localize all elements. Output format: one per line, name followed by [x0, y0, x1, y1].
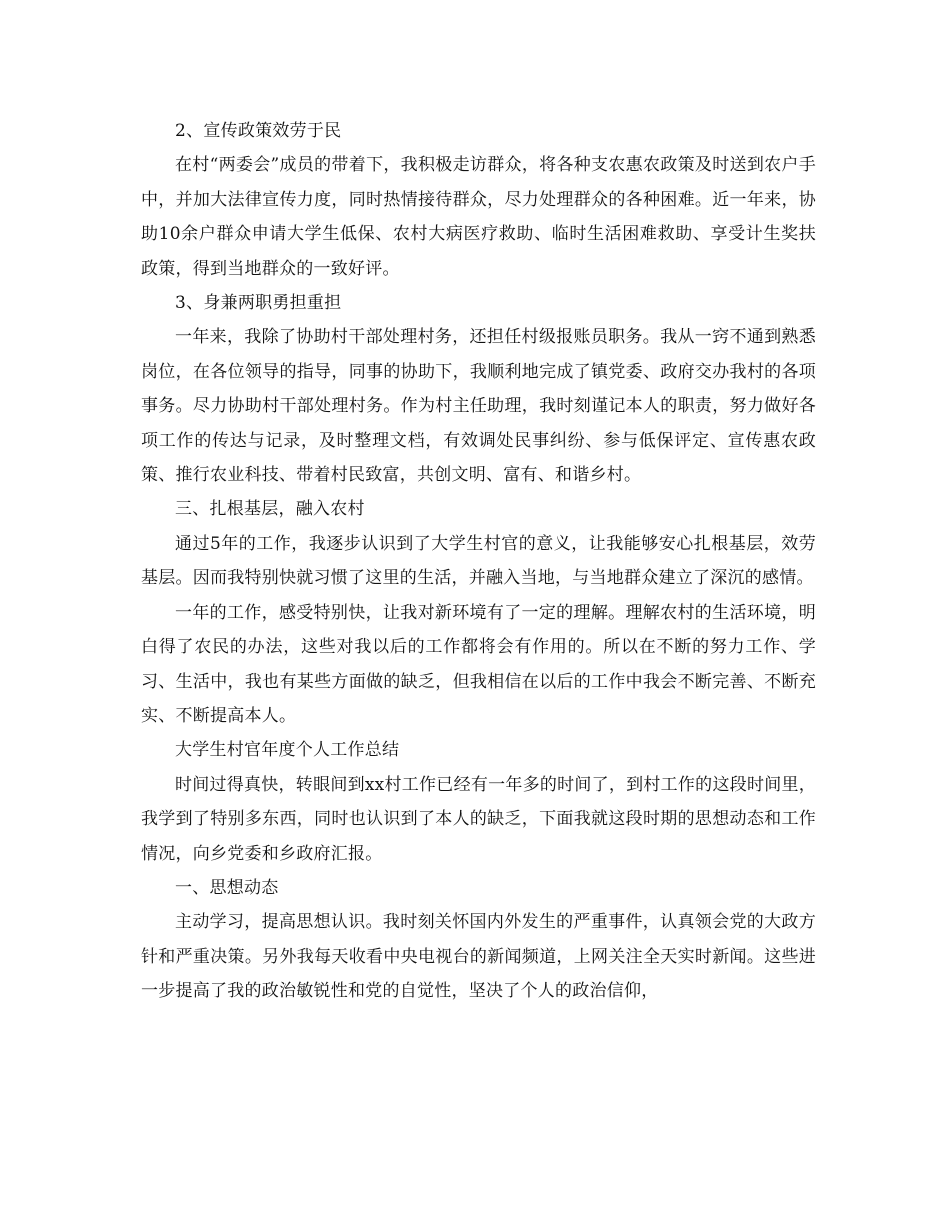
body-paragraph: 时间过得真快，转眼间到xx村工作已经有一年多的时间了，到村工作的这段时间里，我学到了特别多东西，同时也认识到了本人的缺乏，下面我就这段时期的思想动态和工作情况，向乡党委和乡政府汇报。 [141, 774, 816, 864]
body-paragraph: 在村“两委会”成员的带着下，我积极走访群众，将各种支农惠农政策及时送到农户手中，并加大法律宣传力度，同时热情接待群众，尽力处理群众的各种困难。近一年来，协助10余户群众申请大学生低保、农村大病医疗救助、临时生活困难救助、享受计生奖扶政策，得到当地群众的一致好评。 [141, 155, 816, 279]
body-paragraph: 主动学习，提高思想认识。我时刻关怀国内外发生的严重事件，认真领会党的大政方针和严重决策。另外我每天收看中央电视台的新闻频道，上网关注全天实时新闻。这些进一步提高了我的政治敏锐性和党的自觉性，坚决了个人的政治信仰， [141, 912, 816, 1002]
section-heading: 3、身兼两职勇担重担 [175, 293, 342, 314]
body-paragraph: 通过5年的工作，我逐步认识到了大学生村官的意义，让我能够安心扎根基层，效劳基层。因而我特别快就习惯了这里的生活，并融入当地，与当地群众建立了深沉的感情。 [141, 533, 816, 589]
section-heading: 三、扎根基层，融入农村 [175, 499, 365, 520]
document-title: 大学生村官年度个人工作总结 [175, 740, 400, 761]
document-body [141, 114, 816, 1009]
body-paragraph: 一年来，我除了协助村干部处理村务，还担任村级报账员职务。我从一窍不通到熟悉岗位，在各位领导的指导，同事的协助下，我顺利地完成了镇党委、政府交办我村的各项事务。尽力协助村干部处理村务。作为村主任助理，我时刻谨记本人的职责，努力做好各项工作的传达与记录，及时整理文档，有效调处民事纠纷、参与低保评定、宣传惠农政策、推行农业科技、带着村民致富，共创文明、富有、和谐乡村。 [141, 327, 816, 486]
section-heading: 一、思想动态 [175, 877, 279, 898]
section-heading: 2、宣传政策效劳于民 [175, 121, 342, 141]
body-paragraph: 一年的工作，感受特别快，让我对新环境有了一定的理解。理解农村的生活环境，明白得了农民的办法，这些对我以后的工作都将会有作用的。所以在不断的努力工作、学习、生活中，我也有某些方面做的缺乏，但我相信在以后的工作中我会不断完善、不断充实、不断提高本人。 [141, 602, 816, 726]
